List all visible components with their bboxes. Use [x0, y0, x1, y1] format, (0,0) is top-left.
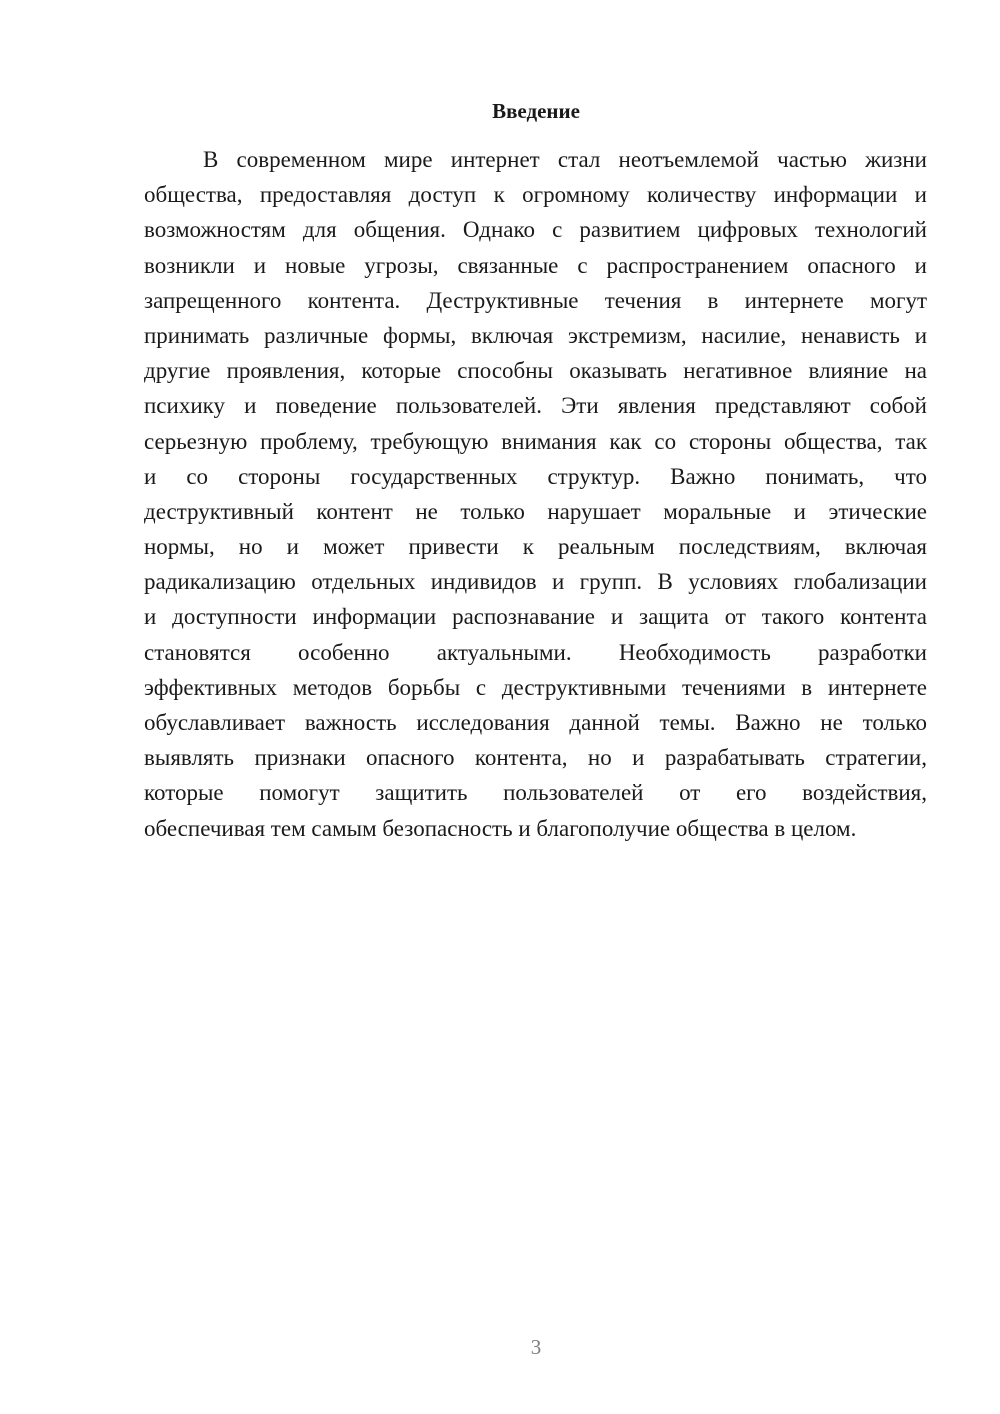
paragraph-line: обеспечивая тем самым безопасность и благополучие общества в целом. [144, 815, 857, 841]
paragraph-line: другие проявления, которые способны оказывать негативное влияние на [144, 358, 927, 384]
paragraph-line: возможностям для общения. Однако с развитием цифровых технологий [144, 217, 927, 243]
paragraph-line: деструктивный контент не только нарушает моральные и этические [144, 498, 927, 524]
paragraph-line: эффективных методов борьбы с деструктивными течениями в интернете [144, 674, 927, 700]
paragraph-line: запрещенного контента. Деструктивные течения в интернете могут [144, 287, 927, 313]
paragraph-line: становятся особенно актуальными. Необходимость разработки [144, 639, 927, 665]
body-paragraph [144, 145, 927, 849]
page-number: 3 [530, 1335, 542, 1359]
paragraph-line: которые помогут защитить пользователей от его воздействия, [144, 780, 927, 806]
paragraph-line: возникли и новые угрозы, связанные с распространением опасного и [144, 252, 927, 278]
paragraph-line: и со стороны государственных структур. Важно понимать, что [144, 463, 927, 489]
paragraph-line: выявлять признаки опасного контента, но и разрабатывать стратегии, [144, 745, 927, 771]
paragraph-line: В современном мире интернет стал неотъемлемой частью жизни [203, 147, 927, 172]
paragraph-line: общества, предоставляя доступ к огромному количеству информации и [144, 182, 927, 208]
paragraph-line: обуславливает важность исследования данной темы. Важно не только [144, 710, 927, 735]
paragraph-line: серьезную проблему, требующую внимания как со стороны общества, так [144, 428, 927, 454]
paragraph-line: радикализацию отдельных индивидов и групп. В условиях глобализации [144, 569, 927, 595]
paragraph-line: и доступности информации распознавание и защита от такого контента [144, 604, 927, 630]
paragraph-line: нормы, но и может привести к реальным последствиям, включая [144, 534, 927, 560]
section-heading: Введение [492, 99, 580, 123]
paragraph-line: принимать различные формы, включая экстремизм, насилие, ненависть и [144, 322, 927, 348]
paragraph-line: психику и поведение пользователей. Эти явления представляют собой [144, 393, 927, 419]
